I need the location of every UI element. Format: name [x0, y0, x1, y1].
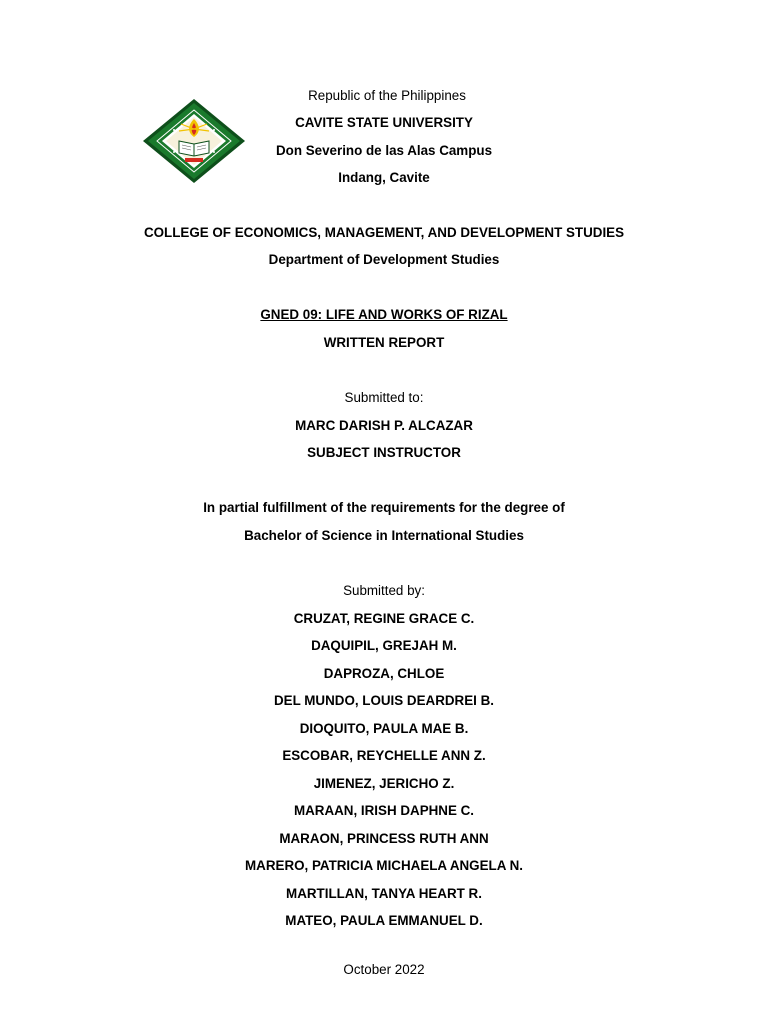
student-name: MARERO, PATRICIA MICHAELA ANGELA N. [245, 858, 523, 873]
student-name: DIOQUITO, PAULA MAE B. [299, 721, 469, 736]
student-name: MATEO, PAULA EMMANUEL D. [285, 913, 483, 928]
campus-name: Don Severino de las Alas Campus [275, 143, 493, 158]
department-name: Department of Development Studies [268, 252, 500, 267]
course-title: GNED 09: LIFE AND WORKS OF RIZAL [260, 307, 508, 322]
student-name: CRUZAT, REGINE GRACE C. [293, 611, 475, 626]
instructor-role: SUBJECT INSTRUCTOR [307, 445, 461, 460]
submission-date: October 2022 [343, 962, 425, 977]
requirement-line-1: In partial fulfillment of the requirements for the degree of [203, 500, 565, 515]
student-name: MARTILLAN, TANYA HEART R. [286, 886, 482, 901]
student-name: MARAON, PRINCESS RUTH ANN [279, 831, 489, 846]
report-type: WRITTEN REPORT [323, 335, 445, 350]
submitted-by-label: Submitted by: [343, 583, 425, 598]
college-name: COLLEGE OF ECONOMICS, MANAGEMENT, AND DEVELOPMENT STUDIES [143, 225, 625, 240]
university-name: CAVITE STATE UNIVERSITY [295, 115, 473, 130]
student-name: JIMENEZ, JERICHO Z. [313, 776, 455, 791]
requirement-line-2: Bachelor of Science in International Studies [244, 528, 524, 543]
instructor-name: MARC DARISH P. ALCAZAR [295, 418, 473, 433]
student-name: DAPROZA, CHLOE [323, 666, 445, 681]
republic-heading: Republic of the Philippines [308, 88, 466, 103]
campus-location: Indang, Cavite [338, 170, 430, 185]
submitted-to-label: Submitted to: [344, 390, 424, 405]
student-name: DEL MUNDO, LOUIS DEARDREI B. [274, 693, 494, 708]
student-name: DAQUIPIL, GREJAH M. [311, 638, 457, 653]
student-name: ESCOBAR, REYCHELLE ANN Z. [282, 748, 486, 763]
student-name: MARAAN, IRISH DAPHNE C. [293, 803, 475, 818]
